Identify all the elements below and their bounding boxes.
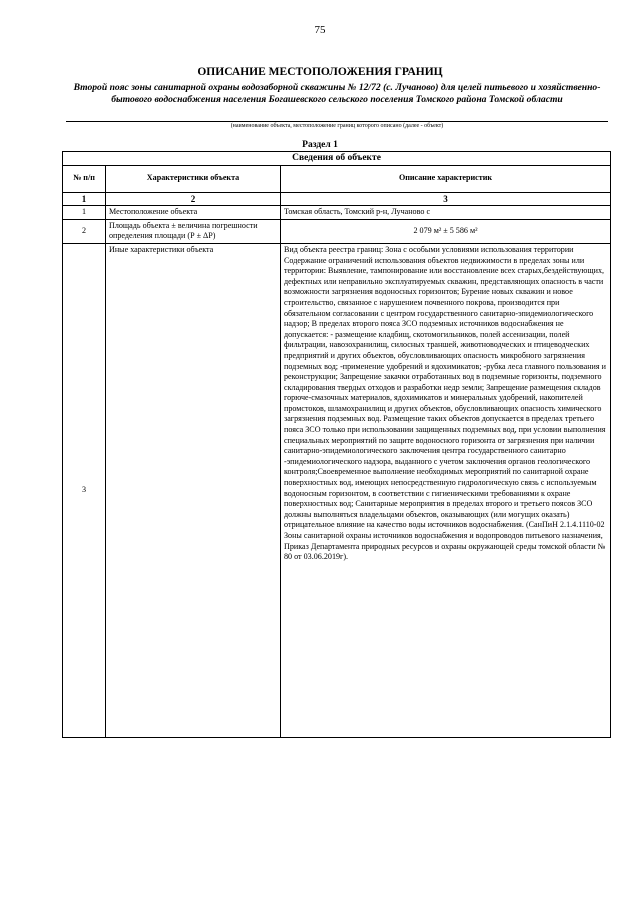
row-characteristic: Иные характеристики объекта [106,243,281,737]
page-number: 75 [314,24,326,36]
row-description: 2 079 м² ± 5 586 м² [281,219,611,243]
section-label: Раздел 1 [302,140,338,150]
row-number: 2 [63,219,106,243]
header-characteristic: Характеристики объекта [106,165,281,192]
header-number: № п/п [63,165,106,192]
document-title: ОПИСАНИЕ МЕСТОПОЛОЖЕНИЯ ГРАНИЦ [197,66,443,78]
row-number: 1 [63,206,106,220]
row-characteristic: Местоположение объекта [106,206,281,220]
table-banner: Сведения об объекте [63,152,611,166]
column-number-row [63,192,611,206]
table-row [63,243,611,737]
row-description: Томская область, Томский р-н, Лучаново с [281,206,611,220]
object-info-table [62,151,611,738]
object-caption: (наименование объекта, местоположение границ которого описано (далее - объект) [230,123,444,129]
document-subtitle: Второй пояс зоны санитарной охраны водозаборной скважины № 12/72 (с. Лучаново) для целей питьевого и хозяйственно-бытового водоснабжения населения Богашевского сельского поселения Томского района Томской области [73,82,601,105]
column-number: 2 [106,192,281,206]
table-header-row [63,165,611,192]
header-description: Описание характеристик [281,165,611,192]
column-number: 3 [281,192,611,206]
row-description: Вид объекта реестра границ: Зона с особыми условиями использования территории Содержание ограничений использования объектов недвижимости в пределах зоны или территории: Выявление, тампонирование или восстановление всех старых,бездействующих, дефектных или неправильно эксплуатируемых скважин, представляющих опасность в части возможности загрязнения водоносных горизонтов; Бурение новых скважин и новое строительство, связанное с нарушением почвенного покрова, производится при обязательном согласовании с центром государственного санитарно-эпидемиологического надзор; В пределах второго пояса ЗСО подземных источников водоснабжения не допускается: - размещение кладбищ, скотомогильников, полей ассенизации, полей фильтрации, навозохранилищ, силосных траншей, животноводческих и птицеводческих предприятий и других объектов, обусловливающих опасность микробного загрязнения подземных вод; -применение удобрений и ядохимикатов; -рубка леса главного пользования и реконструкции; Запрещение закачки отработанных вод в подземные горизонты, подземного складирования твердых отходов и разработки недр земли; Запрещение размещения складов горюче-смазочных материалов, ядохимикатов и минеральных удобрений, накопителей промстоков, шламохранилищ и других объектов, обусловливающих опасность химического загрязнения подземных вод. Размещение таких объектов допускается в пределах третьего пояса ЗСО только при использовании защищенных подземных вод, при условии выполнения специальных мероприятий по защите водоносного горизонта от загрязнения при наличии санитарно-эпидемиологического заключения центра государственного санитарно -эпидемиологического надзора, выданного с учетом заключения органов геологического контроля;Своевременное выполнение необходимых мероприятий по санитарной охране поверхностных вод, имеющих непосредственную гидрологическую связь с используемым водоносным горизонтом, в соответствии с гигиеническими требованиями к охране поверхностных вод; Санитарные мероприятия в пределах второго и третьего поясов ЗСО должны выполняться владельцами объектов, оказывающих (или могущих оказать) отрицательное влияние на качество воды источников водоснабжения. (СанПиН 2.1.4.1110-02 Зоны санитарной охраны источников водоснабжения и водопроводов питьевого назначения, Приказ Департамента природных ресурсов и охраны окружающей среды томской области № 80 от 03.06.2019г). [281,243,611,737]
column-number: 1 [63,192,106,206]
table-row [63,206,611,220]
table-banner-row [63,152,611,166]
row-number: 3 [63,243,106,737]
table-row [63,219,611,243]
row-characteristic: Площадь объекта ± величина погрешности определения площади (Р ± ΔР) [106,219,281,243]
subtitle-underline [66,121,608,122]
